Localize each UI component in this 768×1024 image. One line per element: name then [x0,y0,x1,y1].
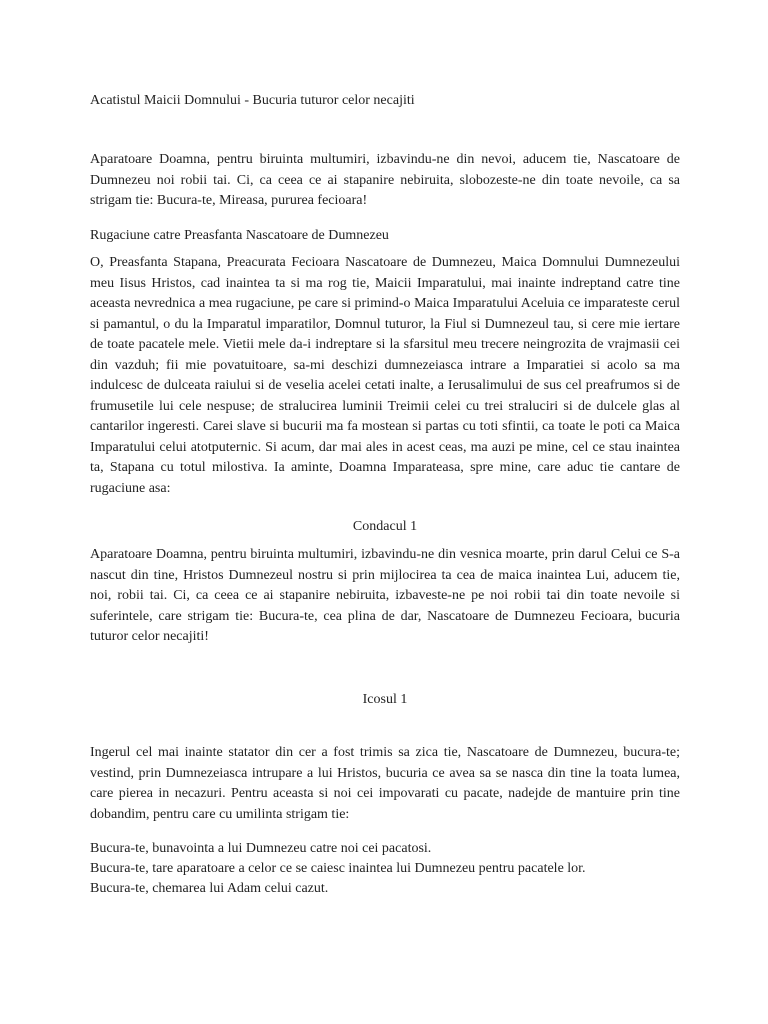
greeting-line: Bucura-te, tare aparatoare a celor ce se caiesc inaintea lui Dumnezeu pentru pacatele lor. [90,861,586,876]
icos-paragraph: Ingerul cel mai inainte statator din cer a fost trimis sa zica tie, Nascatoare de Dumnezeu, bucura-te; vestind, prin Dumnezeiasca intrupare a lui Hristos, bucuria ce avea sa se nasca din tine la toata lumea, care pierea in necazuri. Pentru aceasta si noi cei impovarati cu pacate, nadejde de mantuire prin tine dobandim, pentru care cu umilinta strigam tie: [90,745,680,822]
icos-heading: Icosul 1 [362,692,408,707]
intro-paragraph: Aparatoare Doamna, pentru biruinta multumiri, izbavindu-ne din nevoi, aducem tie, Nascatoare de Dumnezeu noi robii tai. Ci, ca ceea ce ai stapanire nebiruita, slobozeste-ne din toate nevoile, ca sa strigam tie: Bucura-te, Mireasa, pururea fecioara! [90,152,680,208]
condac-heading: Condacul 1 [352,519,418,534]
prayer-heading: Rugaciune catre Preasfanta Nascatoare de Dumnezeu [90,228,389,243]
prayer-paragraph: O, Preasfanta Stapana, Preacurata Fecioara Nascatoare de Dumnezeu, Maica Domnului Dumnezeului meu Iisus Hristos, cad inaintea ta si ma rog tie, Maicii Imparatului, mai inainte indreptand catre tine aceasta nevrednica a mea rugaciune, pe care si primind-o Maica Imparatului Aceluia ce imparateste cerul si pamantul, o du la Imparatul imparatilor, Domnul tuturor, la Fiul si Dumnezeul tau, si cere mie iertare de toate pacatele mele. Vietii mele da-i indreptare si la sfarsitul meu trecere neingrozita de vrajmasii cei din vazduh; fii mie povatuitoare, sa-mi deschizi dumnezeiasca intrare a Imparatiei si acolo sa ma indulcesc de dulceata raiului si de veselia acelei cetati inalte, a Ierusalimului de sus cel preafrumos si de frumusetile lui cele nespuse; de stralucirea luminii Treimii celei cu trei straluciri si de dulcele glas al cantarilor ingeresti. Carei slave si bucurii ma fa mostean si partas cu toti sfintii, ca toate le poti ca Maica Imparatului celui atotputernic. Si acum, dar mai ales in acest ceas, ma auzi pe mine, cel ce stau inaintea ta, Stapana cu totul milostiva. Ia aminte, Doamna Imparateasa, spre mine, care aduc tie cantare de rugaciune asa: [90,255,680,496]
greeting-line: Bucura-te, chemarea lui Adam celui cazut. [90,881,329,896]
greeting-line: Bucura-te, bunavointa a lui Dumnezeu catre noi cei pacatosi. [90,841,432,856]
document-page [90,0,680,1024]
document-title: Acatistul Maicii Domnului - Bucuria tuturor celor necajiti [90,93,415,108]
greetings-list [90,839,680,899]
condac-paragraph: Aparatoare Doamna, pentru biruinta multumiri, izbavindu-ne din vesnica moarte, prin darul Celui ce S-a nascut din tine, Hristos Dumnezeul nostru si prin mijlocirea ta cea de maica inaintea Lui, aducem tie, noi, robii tai. Ci, ca ceea ce ai stapanire nebiruita, izbaveste-ne pe noi robii tai din toate nevoile si suferintele, care strigam tie: Bucura-te, cea plina de dar, Nascatoare de Dumnezeu Fecioara, bucuria tuturor celor necajiti! [90,547,680,644]
